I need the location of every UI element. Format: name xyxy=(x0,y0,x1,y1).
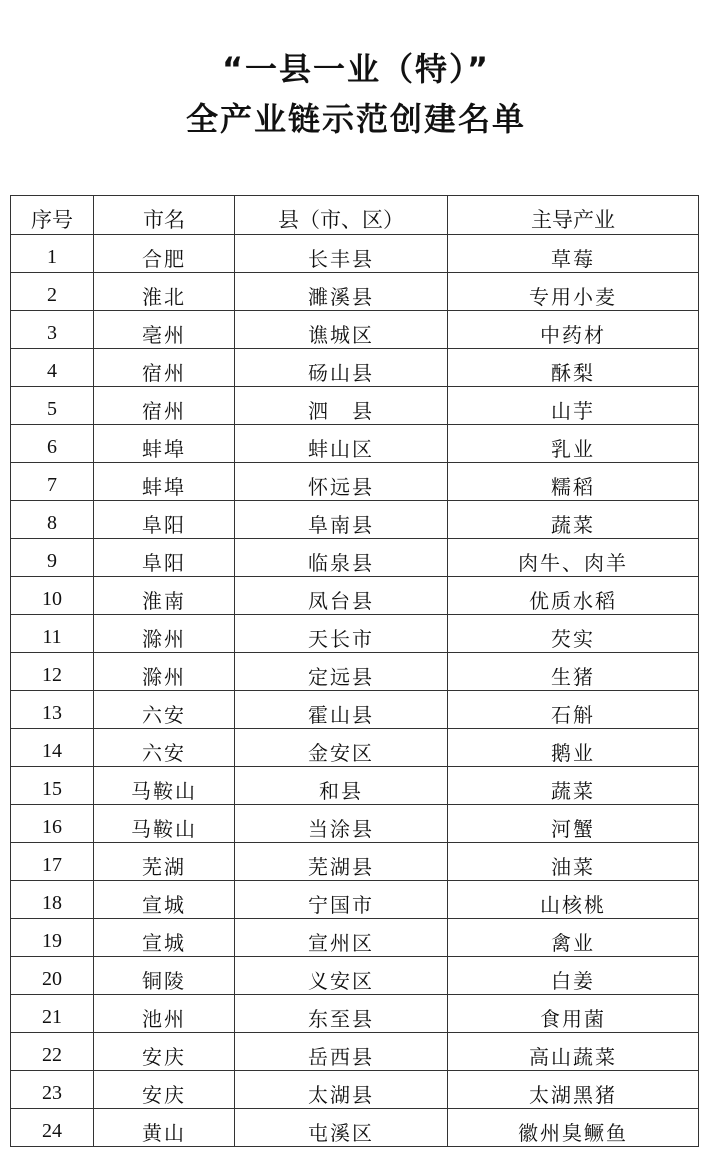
cell-city-name: 马鞍山 xyxy=(94,805,235,843)
header-city-name: 市名 xyxy=(94,196,235,235)
cell-county: 岳西县 xyxy=(235,1033,448,1071)
cell-city-name: 宣城 xyxy=(94,919,235,957)
cell-leading-industry: 乳业 xyxy=(448,425,699,463)
cell-county: 天长市 xyxy=(235,615,448,653)
cell-county: 宣州区 xyxy=(235,919,448,957)
cell-city-name: 阜阳 xyxy=(94,501,235,539)
cell-county: 蚌山区 xyxy=(235,425,448,463)
cell-county: 义安区 xyxy=(235,957,448,995)
cell-leading-industry: 蔬菜 xyxy=(448,767,699,805)
cell-city-name: 宿州 xyxy=(94,387,235,425)
cell-city-name: 铜陵 xyxy=(94,957,235,995)
cell-leading-industry: 蔬菜 xyxy=(448,501,699,539)
table-row xyxy=(11,387,699,425)
cell-leading-industry: 鹅业 xyxy=(448,729,699,767)
cell-county: 当涂县 xyxy=(235,805,448,843)
table-row xyxy=(11,615,699,653)
table-row xyxy=(11,729,699,767)
cell-county: 长丰县 xyxy=(235,235,448,273)
cell-serial-number: 15 xyxy=(11,767,94,805)
cell-county: 濉溪县 xyxy=(235,273,448,311)
cell-city-name: 淮南 xyxy=(94,577,235,615)
cell-county: 谯城区 xyxy=(235,311,448,349)
cell-serial-number: 23 xyxy=(11,1071,94,1109)
cell-county: 砀山县 xyxy=(235,349,448,387)
cell-leading-industry: 河蟹 xyxy=(448,805,699,843)
table-header-row xyxy=(11,196,699,235)
table-row xyxy=(11,273,699,311)
cell-county: 芜湖县 xyxy=(235,843,448,881)
table-row xyxy=(11,349,699,387)
cell-leading-industry: 山芋 xyxy=(448,387,699,425)
cell-city-name: 滁州 xyxy=(94,615,235,653)
table-row xyxy=(11,1109,699,1147)
cell-leading-industry: 专用小麦 xyxy=(448,273,699,311)
cell-city-name: 六安 xyxy=(94,729,235,767)
table-row xyxy=(11,957,699,995)
cell-serial-number: 16 xyxy=(11,805,94,843)
header-county: 县（市、区） xyxy=(235,196,448,235)
cell-county: 宁国市 xyxy=(235,881,448,919)
cell-serial-number: 24 xyxy=(11,1109,94,1147)
cell-city-name: 安庆 xyxy=(94,1033,235,1071)
cell-serial-number: 12 xyxy=(11,653,94,691)
cell-leading-industry: 草莓 xyxy=(448,235,699,273)
table-row xyxy=(11,767,699,805)
cell-county: 霍山县 xyxy=(235,691,448,729)
cell-county: 泗 县 xyxy=(235,387,448,425)
cell-leading-industry: 生猪 xyxy=(448,653,699,691)
table-row xyxy=(11,311,699,349)
table-row xyxy=(11,843,699,881)
table-row xyxy=(11,235,699,273)
cell-serial-number: 17 xyxy=(11,843,94,881)
cell-serial-number: 4 xyxy=(11,349,94,387)
table-row xyxy=(11,691,699,729)
cell-county: 太湖县 xyxy=(235,1071,448,1109)
cell-leading-industry: 禽业 xyxy=(448,919,699,957)
cell-serial-number: 22 xyxy=(11,1033,94,1071)
cell-city-name: 池州 xyxy=(94,995,235,1033)
cell-county: 屯溪区 xyxy=(235,1109,448,1147)
document-title-line-2: 全产业链示范创建名单 xyxy=(185,100,526,138)
demonstration-list-table xyxy=(10,195,699,1147)
cell-serial-number: 8 xyxy=(11,501,94,539)
cell-county: 金安区 xyxy=(235,729,448,767)
cell-city-name: 淮北 xyxy=(94,273,235,311)
cell-city-name: 亳州 xyxy=(94,311,235,349)
cell-county: 临泉县 xyxy=(235,539,448,577)
cell-serial-number: 6 xyxy=(11,425,94,463)
table-row xyxy=(11,881,699,919)
table-row xyxy=(11,425,699,463)
cell-leading-industry: 白姜 xyxy=(448,957,699,995)
document-title-line-1: “一县一业（特）” xyxy=(221,50,491,88)
header-serial-number: 序号 xyxy=(11,196,94,235)
table-row xyxy=(11,995,699,1033)
cell-city-name: 黄山 xyxy=(94,1109,235,1147)
cell-serial-number: 21 xyxy=(11,995,94,1033)
cell-city-name: 宿州 xyxy=(94,349,235,387)
cell-serial-number: 9 xyxy=(11,539,94,577)
cell-city-name: 芜湖 xyxy=(94,843,235,881)
cell-serial-number: 10 xyxy=(11,577,94,615)
cell-city-name: 蚌埠 xyxy=(94,463,235,501)
cell-serial-number: 14 xyxy=(11,729,94,767)
cell-serial-number: 7 xyxy=(11,463,94,501)
cell-leading-industry: 糯稻 xyxy=(448,463,699,501)
cell-city-name: 合肥 xyxy=(94,235,235,273)
cell-leading-industry: 酥梨 xyxy=(448,349,699,387)
cell-city-name: 阜阳 xyxy=(94,539,235,577)
cell-leading-industry: 徽州臭鳜鱼 xyxy=(448,1109,699,1147)
cell-city-name: 宣城 xyxy=(94,881,235,919)
cell-county: 凤台县 xyxy=(235,577,448,615)
cell-county: 怀远县 xyxy=(235,463,448,501)
cell-leading-industry: 食用菌 xyxy=(448,995,699,1033)
header-leading-industry: 主导产业 xyxy=(448,196,699,235)
cell-serial-number: 1 xyxy=(11,235,94,273)
cell-county: 阜南县 xyxy=(235,501,448,539)
cell-city-name: 滁州 xyxy=(94,653,235,691)
cell-serial-number: 19 xyxy=(11,919,94,957)
cell-serial-number: 2 xyxy=(11,273,94,311)
cell-city-name: 安庆 xyxy=(94,1071,235,1109)
cell-county: 东至县 xyxy=(235,995,448,1033)
cell-serial-number: 5 xyxy=(11,387,94,425)
cell-serial-number: 18 xyxy=(11,881,94,919)
cell-leading-industry: 中药材 xyxy=(448,311,699,349)
cell-city-name: 蚌埠 xyxy=(94,425,235,463)
table-row xyxy=(11,1033,699,1071)
cell-leading-industry: 石斛 xyxy=(448,691,699,729)
cell-county: 定远县 xyxy=(235,653,448,691)
cell-serial-number: 20 xyxy=(11,957,94,995)
table-row xyxy=(11,577,699,615)
cell-leading-industry: 太湖黑猪 xyxy=(448,1071,699,1109)
table-row xyxy=(11,463,699,501)
cell-leading-industry: 优质水稻 xyxy=(448,577,699,615)
cell-leading-industry: 肉牛、肉羊 xyxy=(448,539,699,577)
cell-serial-number: 11 xyxy=(11,615,94,653)
table-row xyxy=(11,919,699,957)
table-row xyxy=(11,1071,699,1109)
cell-leading-industry: 芡实 xyxy=(448,615,699,653)
table-row xyxy=(11,653,699,691)
cell-leading-industry: 油菜 xyxy=(448,843,699,881)
cell-county: 和县 xyxy=(235,767,448,805)
table-body xyxy=(11,235,699,1147)
cell-city-name: 六安 xyxy=(94,691,235,729)
table-row xyxy=(11,501,699,539)
cell-serial-number: 13 xyxy=(11,691,94,729)
cell-leading-industry: 高山蔬菜 xyxy=(448,1033,699,1071)
cell-serial-number: 3 xyxy=(11,311,94,349)
table-row xyxy=(11,805,699,843)
cell-city-name: 马鞍山 xyxy=(94,767,235,805)
table-row xyxy=(11,539,699,577)
cell-leading-industry: 山核桃 xyxy=(448,881,699,919)
